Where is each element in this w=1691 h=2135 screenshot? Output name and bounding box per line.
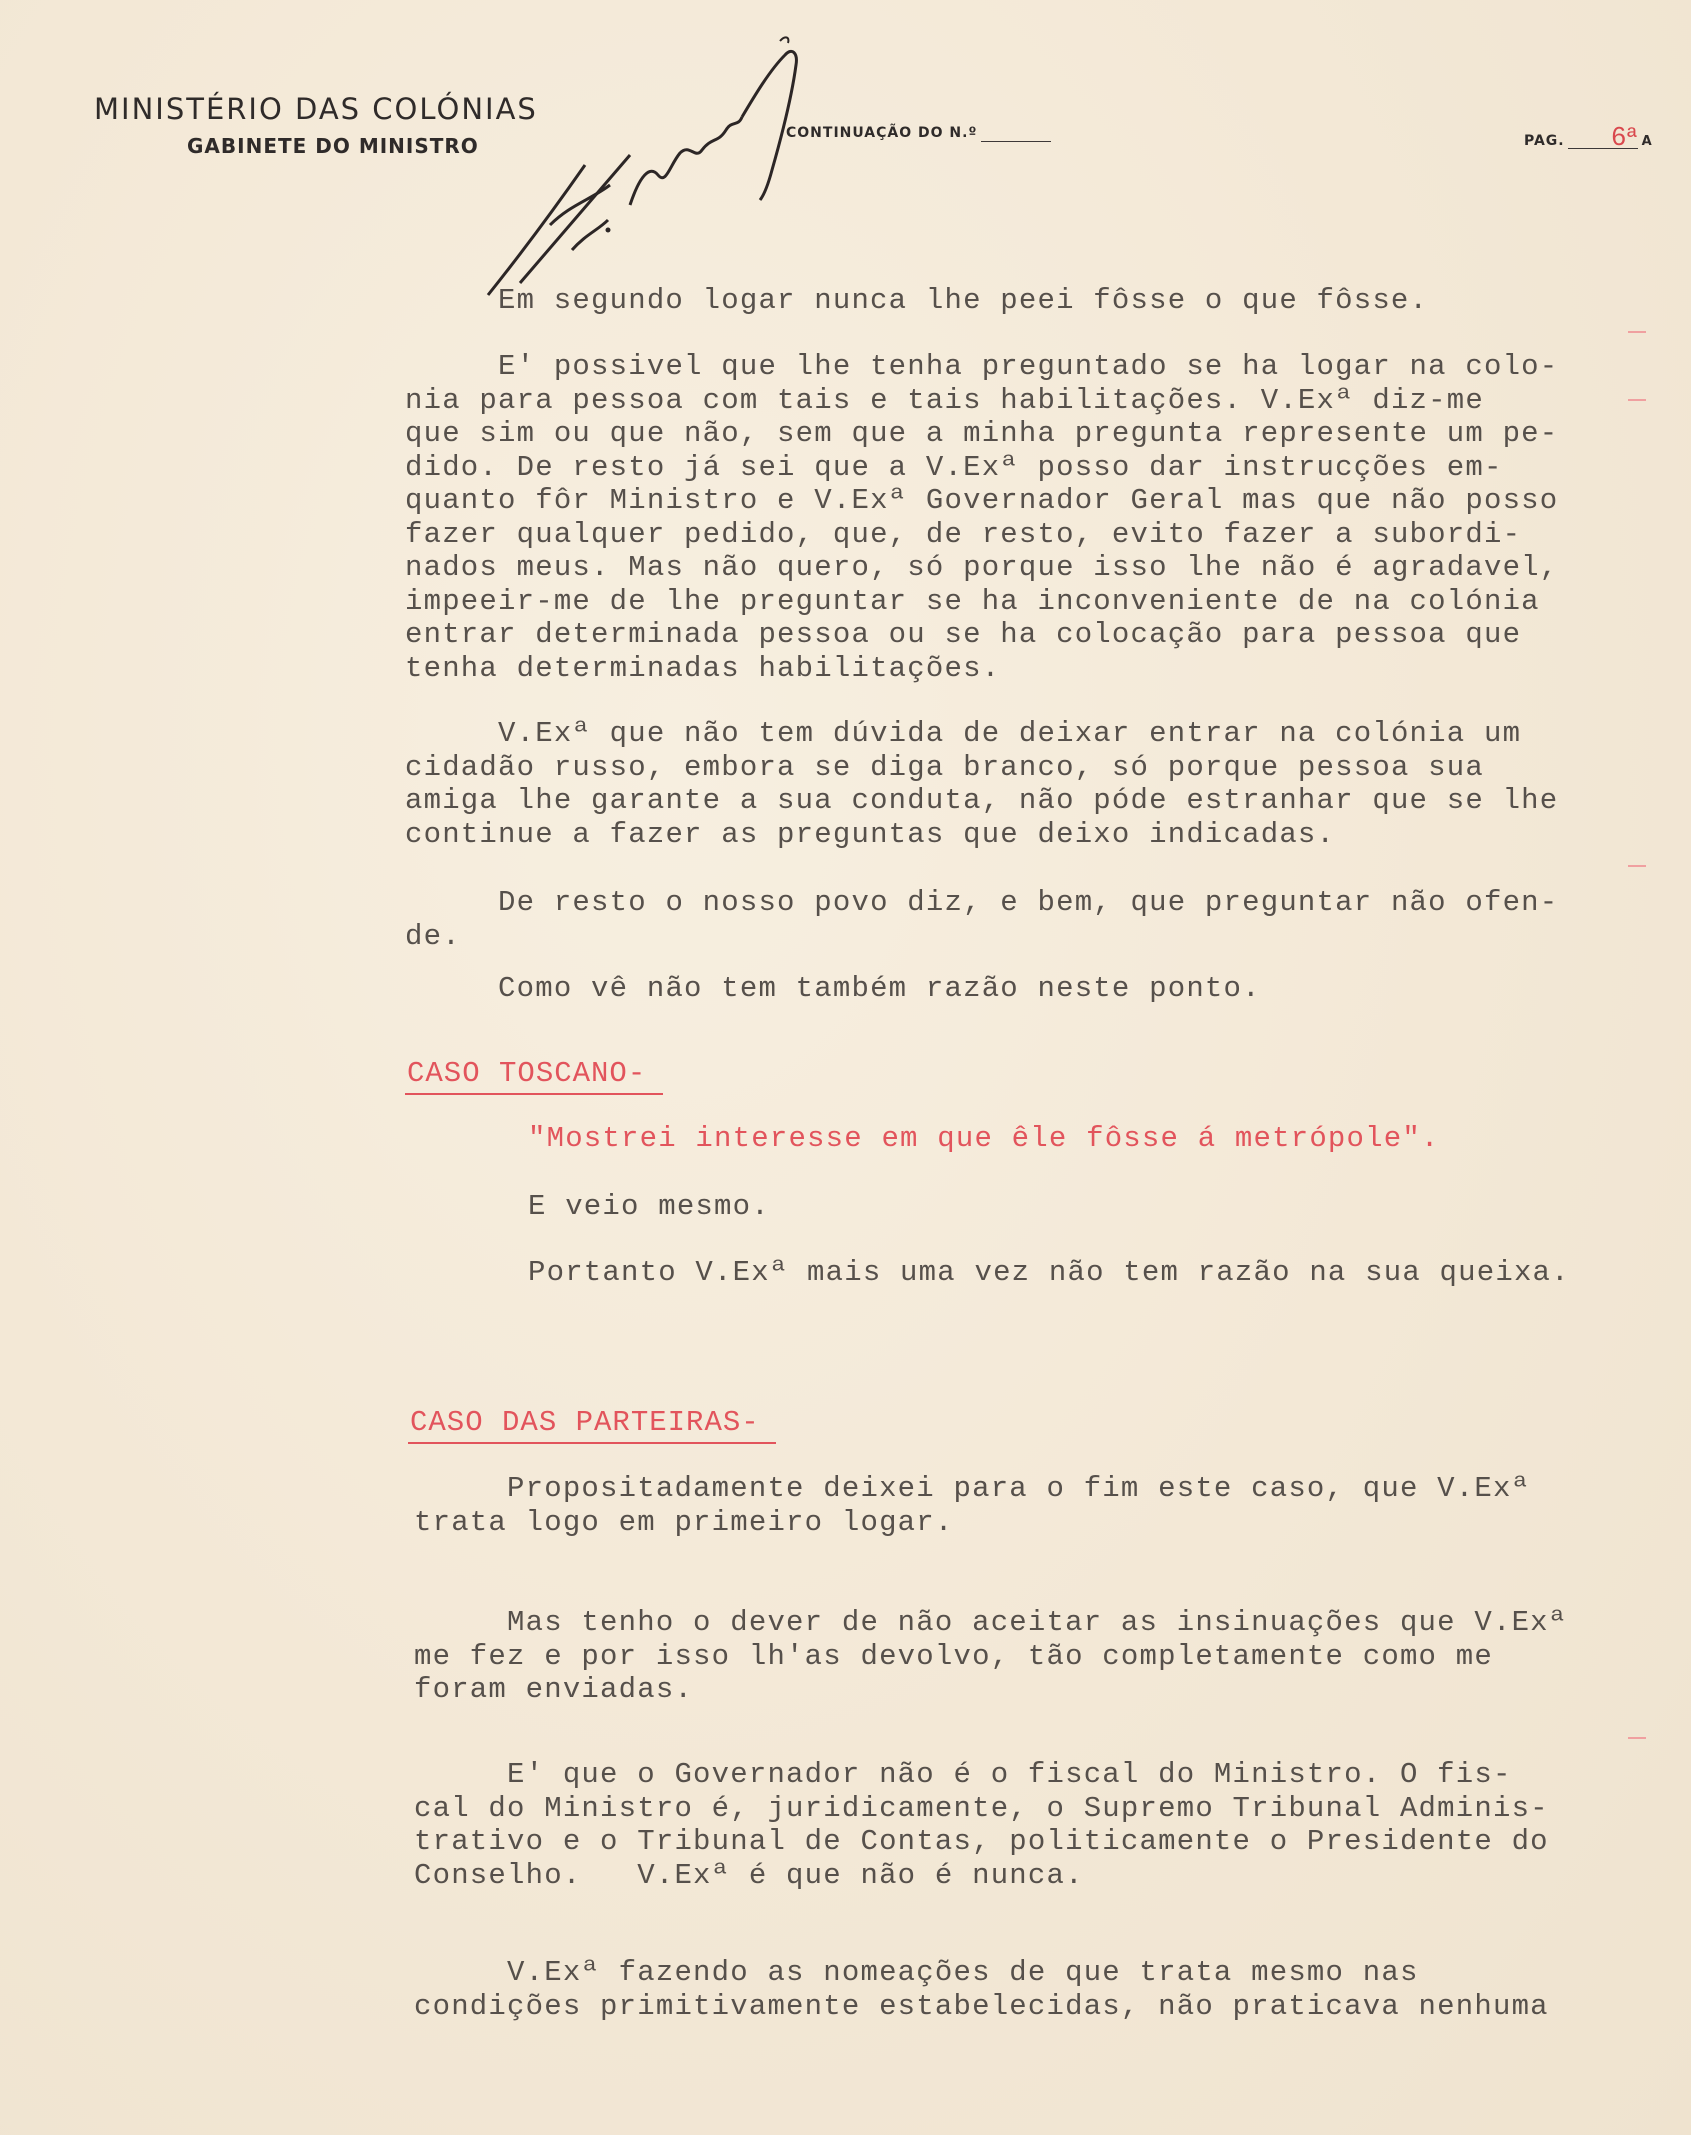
paragraph-3-line: cidadão russo, embora se diga branco, só porque pessoa sua: [405, 750, 1484, 784]
margin-tick-mark: [1628, 331, 1646, 333]
paragraph-10-line: Conselho. V.Exª é que não é nunca.: [414, 1858, 1084, 1892]
paragraph-8-line: Propositadamente deixei para o fim este caso, que V.Exª: [414, 1472, 1531, 1505]
paragraph-2: [405, 350, 1558, 685]
paragraph-9-line: Mas tenho o dever de não aceitar as insinuações que V.Exª: [414, 1606, 1568, 1639]
paragraph-10-line: trativo e o Tribunal de Contas, politicamente o Presidente do: [414, 1825, 1549, 1858]
paragraph-2-line: nia para pessoa com tais e tais habilitações. V.Exª diz-me: [405, 383, 1484, 417]
paragraph-9: [414, 1606, 1567, 1707]
paragraph-2-line: dido. De resto já sei que a V.Exª posso dar instrucções em-: [405, 450, 1503, 484]
paragraph-8: [414, 1472, 1530, 1539]
paragraph-1: Em segundo logar nunca lhe peei fôsse o que fôsse.: [498, 284, 1429, 317]
paragraph-10: [414, 1758, 1549, 1892]
paragraph-10-line: E' que o Governador não é o fiscal do Ministro. O fis-: [414, 1758, 1512, 1791]
paragraph-2-line: impeeir-me de lhe preguntar se ha inconveniente de na colónia: [405, 584, 1540, 618]
paragraph-11-line: condições primitivamente estabelecidas, não praticava nenhuma: [414, 1989, 1549, 2023]
paragraph-3: [405, 717, 1558, 851]
paragraph-3-line: amiga lhe garante a sua conduta, não póde estranhar que se lhe: [405, 784, 1559, 817]
paragraph-3-line: V.Exª que não tem dúvida de deixar entrar na colónia um: [405, 717, 1522, 750]
heading-caso-das-parteiras-underline: [408, 1442, 776, 1444]
page-number-value: 6ª: [1568, 124, 1638, 149]
margin-tick-mark: [1628, 399, 1646, 401]
margin-tick-mark: [1628, 1737, 1646, 1739]
heading-caso-toscano-underline: [405, 1093, 663, 1095]
paragraph-9-line: foram enviadas.: [414, 1673, 694, 1706]
paragraph-2-line: E' possivel que lhe tenha preguntado se ha logar na colo-: [405, 350, 1559, 383]
paragraph-7: Portanto V.Exª mais uma vez não tem razão na sua queixa.: [528, 1256, 1570, 1289]
page-number-field: [1524, 121, 1653, 151]
paragraph-3-line: continue a fazer as preguntas que deixo indicadas.: [405, 817, 1336, 851]
paragraph-6: E veio mesmo.: [528, 1190, 770, 1223]
heading-caso-das-parteiras: CASO DAS PARTEIRAS-: [410, 1406, 760, 1439]
paragraph-2-line: que sim ou que não, sem que a minha pregunta represente um pe-: [405, 417, 1559, 450]
paragraph-11-line: V.Exª fazendo as nomeações de que trata mesmo nas: [414, 1956, 1419, 1989]
margin-tick-mark: [1628, 865, 1646, 867]
paragraph-4: [405, 886, 1558, 953]
page-number-suffix: A: [1641, 134, 1653, 149]
cabinet-subtitle: GABINETE DO MINISTRO: [187, 134, 479, 158]
paragraph-5: Como vê não tem também razão neste ponto.: [405, 972, 1261, 1005]
continuation-field: [786, 125, 1051, 142]
continuation-blank-line: [981, 125, 1051, 142]
heading-caso-toscano: CASO TOSCANO-: [407, 1057, 647, 1090]
paragraph-8-line: trata logo em primeiro logar.: [414, 1505, 954, 1539]
paragraph-2-line: tenha determinadas habilitações.: [405, 651, 1001, 685]
handwritten-signature: [480, 25, 820, 305]
paragraph-11: [414, 1956, 1549, 2023]
continuation-label: CONTINUAÇÃO DO N.º: [786, 125, 978, 141]
paragraph-2-line: fazer qualquer pedido, que, de resto, evito fazer a subordi-: [405, 517, 1522, 551]
ministry-title: MINISTÉRIO DAS COLÓNIAS: [94, 92, 538, 126]
page-label: PAG.: [1524, 133, 1565, 149]
paragraph-9-line: me fez e por isso lh'as devolvo, tão completamente como me: [414, 1639, 1493, 1673]
paragraph-10-line: cal do Ministro é, juridicamente, o Supremo Tribunal Adminis-: [414, 1791, 1549, 1825]
paragraph-2-line: quanto fôr Ministro e V.Exª Governador Geral mas que não posso: [405, 484, 1559, 517]
paragraph-2-line: entrar determinada pessoa ou se ha colocação para pessoa que: [405, 618, 1522, 651]
paragraph-4-line: de.: [405, 919, 461, 953]
paragraph-2-line: nados meus. Mas não quero, só porque isso lhe não é agradavel,: [405, 551, 1559, 584]
quote-line: "Mostrei interesse em que êle fôsse á metrópole".: [528, 1122, 1440, 1155]
paragraph-4-line: De resto o nosso povo diz, e bem, que preguntar não ofen-: [405, 886, 1559, 919]
